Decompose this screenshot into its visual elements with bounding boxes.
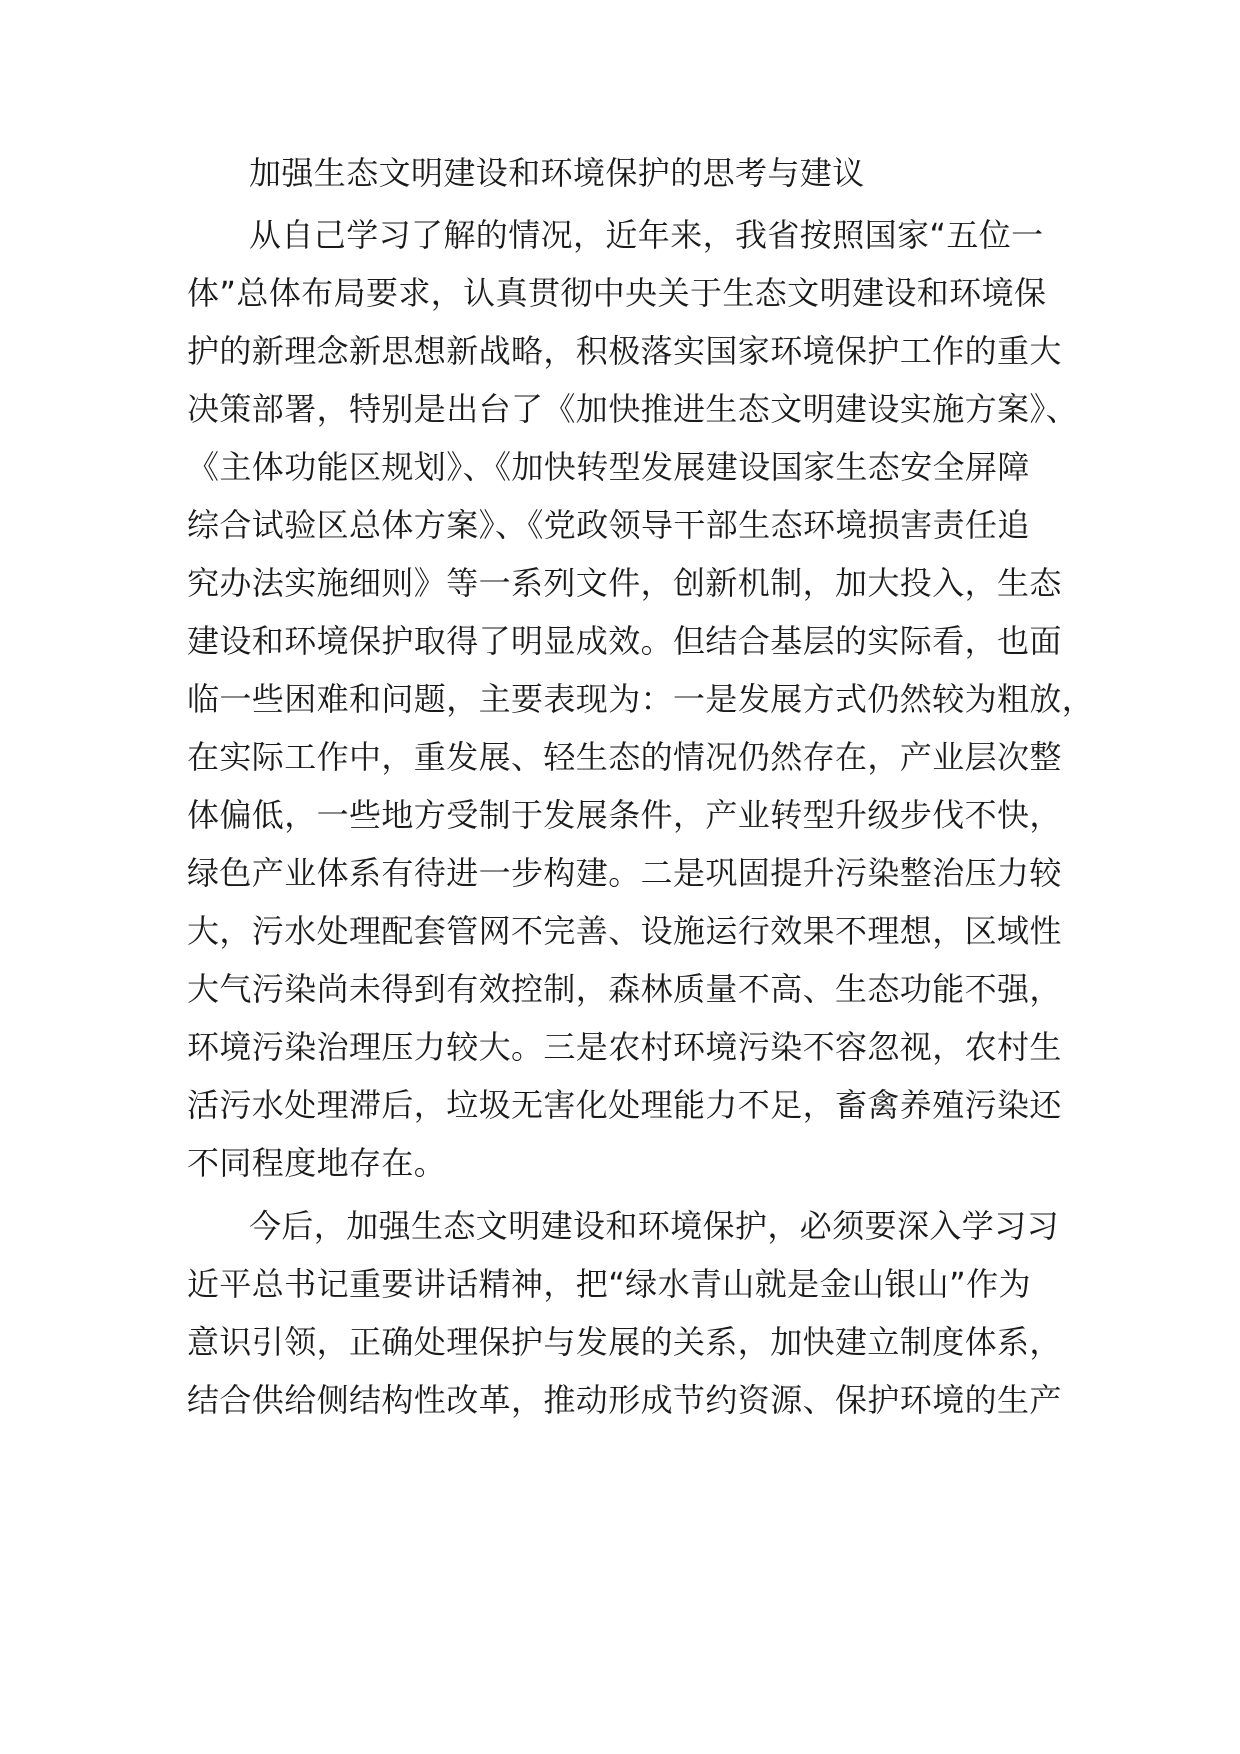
- paragraph-1-line-15: 环境污染治理压力较大。三是农村环境污染不容忽视，农村生: [187, 1028, 1062, 1066]
- paragraph-1-line-8: 建设和环境保护取得了明显成效。但结合基层的实际看，也面: [187, 622, 1062, 660]
- paragraph-2-line-1: 今后，加强生态文明建设和环境保护，必须要深入学习习: [249, 1207, 1060, 1245]
- paragraph-1-line-14: 大气污染尚未得到有效控制，森林质量不高、生态功能不强，: [187, 970, 1062, 1008]
- paragraph-1-line-9: 临一些困难和问题，主要表现为：一是发展方式仍然较为粗放，: [187, 680, 1095, 718]
- paragraph-1-line-3: 护的新理念新思想新战略，积极落实国家环境保护工作的重大: [187, 332, 1062, 370]
- paragraph-1-line-7: 究办法实施细则》等一系列文件，创新机制，加大投入，生态: [187, 564, 1062, 602]
- paragraph-1-line-5: 《主体功能区规划》、《加快转型发展建设国家生态安全屏障: [187, 448, 1030, 486]
- paragraph-1-line-17: 不同程度地存在。: [187, 1144, 447, 1182]
- paragraph-1-line-4: 决策部署，特别是出台了《加快推进生态文明建设实施方案》、: [187, 390, 1079, 428]
- paragraph-1-line-6: 综合试验区总体方案》、《党政领导干部生态环境损害责任追: [187, 506, 1030, 544]
- paragraph-1-line-11: 体偏低，一些地方受制于发展条件，产业转型升级步伐不快，: [187, 796, 1062, 834]
- paragraph-2-line-3: 意识引领，正确处理保护与发展的关系，加快建立制度体系，: [187, 1323, 1062, 1361]
- paragraph-1-line-13: 大，污水处理配套管网不完善、设施运行效果不理想，区域性: [187, 912, 1062, 950]
- paragraph-2-line-4: 结合供给侧结构性改革，推动形成节约资源、保护环境的生产: [187, 1381, 1062, 1419]
- paragraph-2-line-2: 近平总书记重要讲话精神，把“绿水青山就是金山银山”作为: [187, 1265, 1031, 1303]
- paragraph-1-line-16: 活污水处理滞后，垃圾无害化处理能力不足，畜禽养殖污染还: [187, 1086, 1062, 1124]
- document-title: 加强生态文明建设和环境保护的思考与建议: [249, 154, 865, 192]
- paragraph-1-line-2: 体”总体布局要求，认真贯彻中央关于生态文明建设和环境保: [187, 274, 1047, 312]
- paragraph-1-line-12: 绿色产业体系有待进一步构建。二是巩固提升污染整治压力较: [187, 854, 1062, 892]
- paragraph-1-line-10: 在实际工作中，重发展、轻生态的情况仍然存在，产业层次整: [187, 738, 1062, 776]
- paragraph-1-line-1: 从自己学习了解的情况，近年来，我省按照国家“五位一: [249, 216, 1044, 254]
